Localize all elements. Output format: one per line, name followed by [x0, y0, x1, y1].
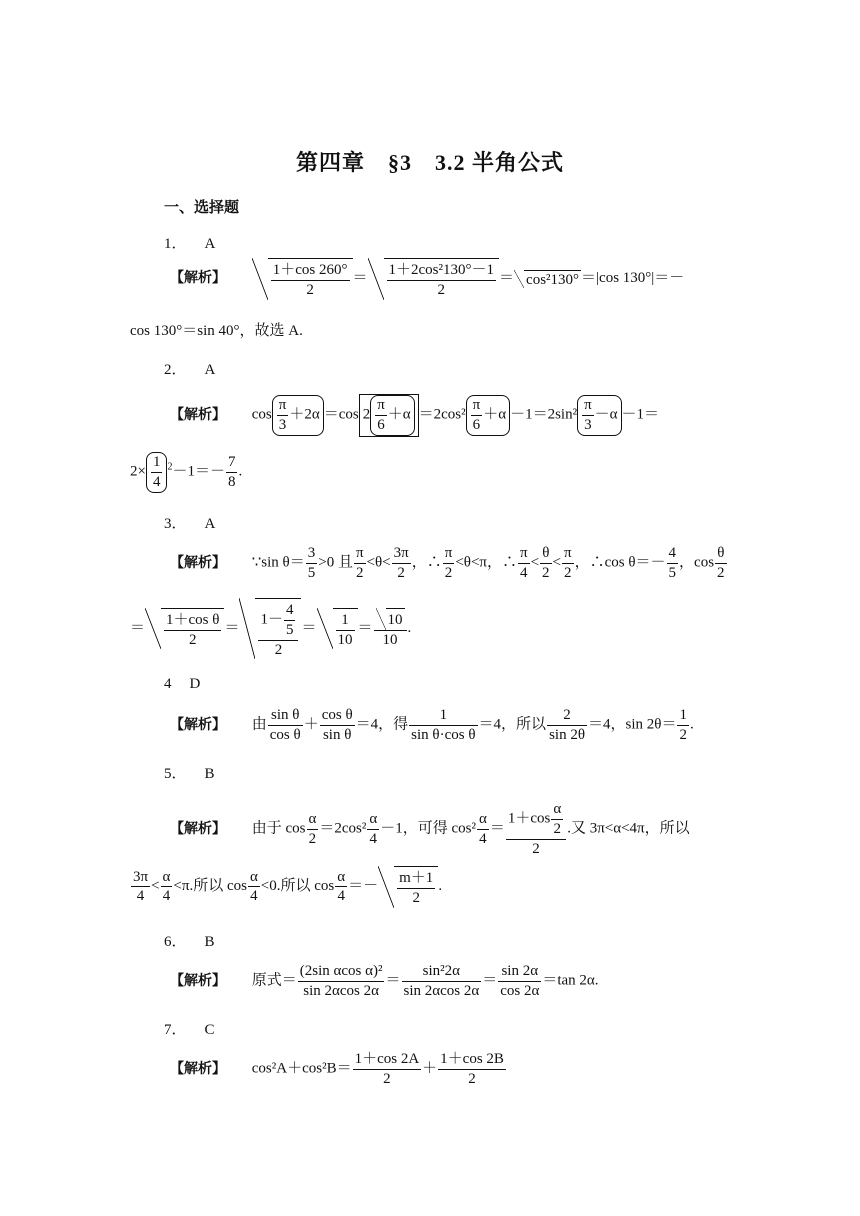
analysis-tag: 【解析】 — [170, 554, 226, 571]
radical: $\frac{\text{1＋2cos²130°－1}}{2}$ — [368, 258, 500, 300]
solution-line: 2× $\frac{1}{4}$ $^2$－1＝－ $\frac{7}{8}$ . — [130, 452, 242, 493]
solution-line: 【解析】 cos $\frac{\pi}{3}$ ＋2α ＝cos 2 $\frac{\pi}{6}$ ＋α ＝2cos² $\frac{\pi}{6}$ ＋α －1＝2sin² $\frac{\pi}{3}$ －α －1＝ — [170, 394, 659, 437]
analysis-tag: 【解析】 — [170, 716, 226, 733]
solution-line: 【解析】 由于 cos $\frac{\alpha}{2}$ ＝2cos² $\frac{\alpha}{4}$ －1，可得 cos² $\frac{\alpha}{4}$ ＝ 1＋cos $\frac{\alpha}{2}$ 2 .又 3π<α<4π，所以 — [170, 801, 690, 857]
solution-line: $\frac{3\pi}{4}$ < $\frac{\alpha}{4}$ <π.所以 cos $\frac{\alpha}{4}$ <0.所以 cos $\frac{\alpha}{4}$ ＝－ $\frac{m+1}{2}$ . — [130, 866, 442, 908]
analysis-tag: 【解析】 — [170, 1060, 226, 1077]
solution-line: 【解析】 由 $\frac{\text{sin θ}}{\text{cos θ}}$ ＋ $\frac{\text{cos θ}}{\text{sin θ}}$ ＝4，得 $\frac{1}{\text{sin θ·cos θ}}$ ＝4，所以 $\frac{2}{\sin 2\theta}$ ＝4，sin 2θ＝ $\frac{1}{2}$ . — [170, 707, 694, 743]
answer-choice: A — [204, 516, 216, 532]
answer-choice: A — [204, 362, 216, 378]
question-number: 4 D — [164, 676, 201, 692]
analysis-tag: 【解析】 — [170, 972, 226, 989]
page-title: 第四章 §3 3.2 半角公式 — [295, 150, 564, 175]
solution-line: 【解析】 cos²A＋cos²B＝ $\frac{1+\cos 2A}{2}$ ＋ $\frac{1+\cos 2B}{2}$ — [170, 1051, 504, 1087]
question-number: 6． B — [164, 934, 215, 950]
section-heading: 一、选择题 — [164, 198, 240, 216]
solution-line: cos 130°＝sin 40°，故选 A. — [130, 323, 303, 339]
question-number: 2． A — [164, 362, 216, 378]
solution-line: ＝ $\frac{\text{1＋cos θ}}{2}$ ＝ 1－ $\frac{4}{5}$ 2 ＝ $\frac{1}{10}$ ＝ $\frac{10}{10}$ . — [130, 598, 411, 659]
solution-line: 【解析】 $\frac{1+\cos 260^\circ}{2}$ ＝ $\frac{\text{1＋2cos²130°－1}}{2}$ ＝ cos²130° ＝|cos 130°|＝－ — [170, 258, 684, 300]
radical: cos²130° — [514, 270, 581, 288]
answer-choice: A — [204, 236, 216, 252]
solution-line: 【解析】 原式＝ $\frac{\text{(2sin αcos α)²}}{\sin 2\alpha\cos 2\alpha}$ ＝ $\frac{\text{sin²2α}}{\sin 2\alpha\cos 2\alpha}$ ＝ $\frac{\sin 2\alpha}{\cos 2\alpha}$ ＝tan 2α. — [170, 963, 599, 999]
analysis-tag: 【解析】 — [170, 406, 226, 423]
question-number: 7． C — [164, 1022, 215, 1038]
analysis-tag: 【解析】 — [170, 820, 226, 837]
answer-choice: B — [204, 934, 215, 950]
question-number: 5． B — [164, 766, 215, 782]
solution-line: 【解析】 ∵sin θ＝ $\frac{3}{5}$ >0 且 $\frac{\pi}{2}$ <θ< $\frac{3\pi}{2}$ ，∴ $\frac{\pi}{2}$ <θ<π，∴ $\frac{\pi}{4}$ < $\frac{\theta}{2}$ < $\frac{\pi}{2}$ ，∴cos θ＝－ $\frac{4}{5}$ ，cos $\frac{\theta}{2}$ — [170, 545, 725, 581]
radical: $\frac{1+\cos 260^\circ}{2}$ — [252, 258, 353, 300]
answer-choice: B — [204, 766, 215, 782]
question-number: 1． A — [164, 236, 216, 252]
question-number: 3． A — [164, 516, 216, 532]
answer-choice: C — [204, 1022, 215, 1038]
analysis-tag: 【解析】 — [170, 270, 226, 287]
answer-choice: D — [189, 676, 201, 692]
